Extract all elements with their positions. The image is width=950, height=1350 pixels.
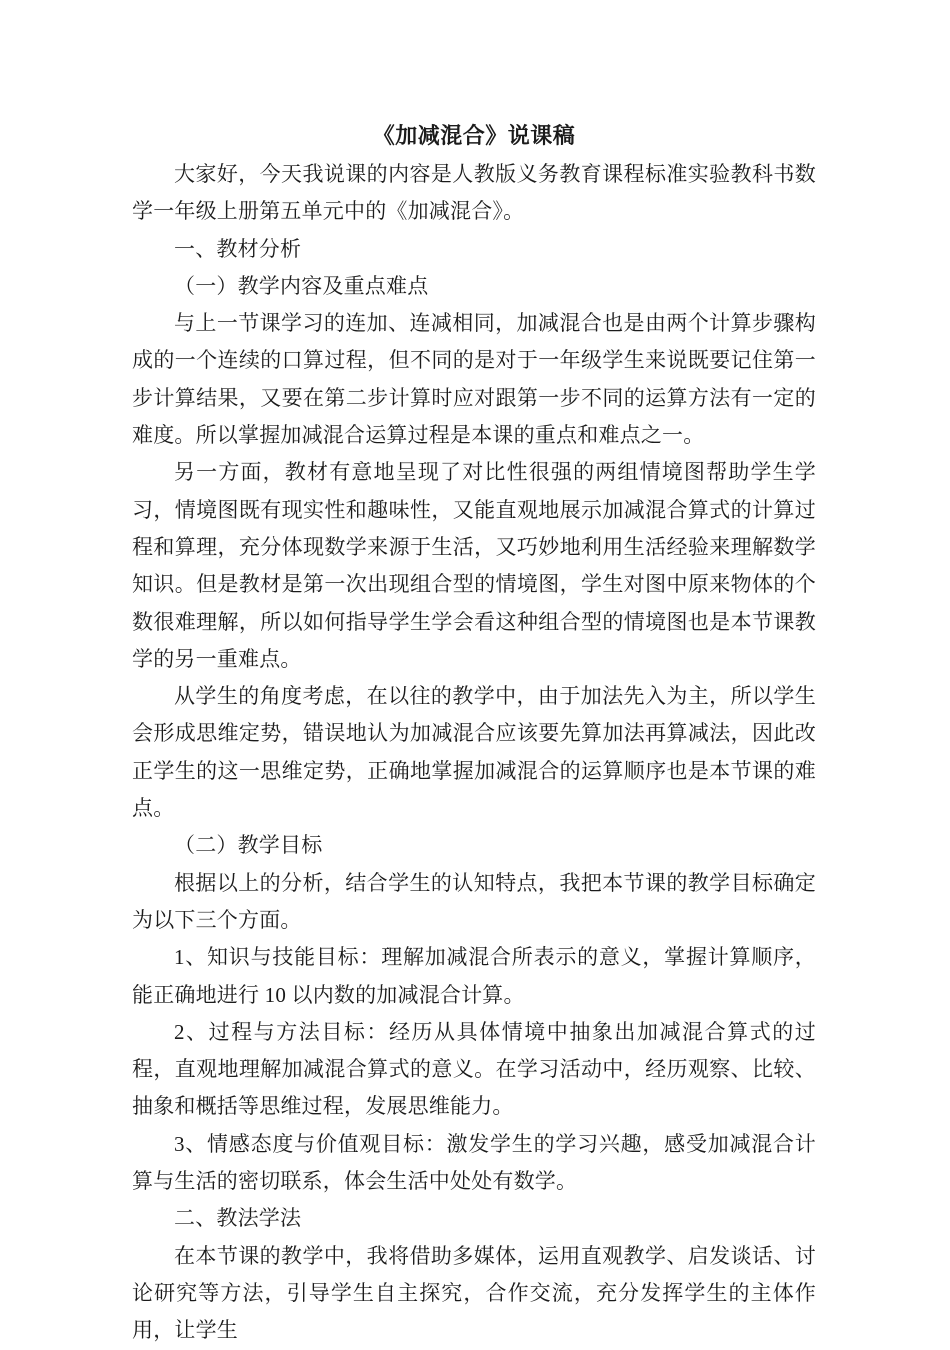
paragraph: 另一方面，教材有意地呈现了对比性很强的两组情境图帮助学生学习，情境图既有现实性和趣味性，又能直观地展示加减混合算式的计算过程和算理，充分体现数学来源于生活，又巧妙地利用生活经验来理解数学知识。但是教材是第一次出现组合型的情境图，学生对图中原来物体的个数很难理解，所以如何指导学生学会看这种组合型的情境图也是本节课教学的另一重难点。 (132, 460, 816, 671)
paragraph: 2、过程与方法目标：经历从具体情境中抽象出加减混合算式的过程，直观地理解加减混合算式的意义。在学习活动中，经历观察、比较、抽象和概括等思维过程，发展思维能力。 (132, 1019, 816, 1119)
paragraph: （二）教学目标 (174, 833, 323, 858)
paragraph: （一）教学内容及重点难点 (174, 273, 429, 298)
paragraph: 在本节课的教学中，我将借助多媒体，运用直观教学、启发谈话、讨论研究等方法，引导学生自主探究，合作交流，充分发挥学生的主体作用，让学生 (132, 1243, 816, 1343)
paragraph: 1、知识与技能目标：理解加减混合所表示的意义，掌握计算顺序，能正确地进行 10 以内数的加减混合计算。 (132, 945, 816, 1007)
document-title: 《加减混合》说课稿 (372, 123, 576, 148)
paragraph: 与上一节课学习的连加、连减相同，加减混合也是由两个计算步骤构成的一个连续的口算过程，但不同的是对于一年级学生来说既要记住第一步计算结果，又要在第二步计算时应对跟第一步不同的运算方法有一定的难度。所以掌握加减混合运算过程是本课的重点和难点之一。 (132, 311, 816, 448)
paragraph: 根据以上的分析，结合学生的认知特点，我把本节课的教学目标确定为以下三个方面。 (132, 870, 816, 932)
paragraph: 3、情感态度与价值观目标：激发学生的学习兴趣，感受加减混合计算与生活的密切联系，体会生活中处处有数学。 (132, 1131, 816, 1194)
document-body (132, 156, 816, 1350)
paragraph: 大家好，今天我说课的内容是人教版义务教育课程标准实验教科书数学一年级上册第五单元中的《加减混合》。 (132, 162, 816, 224)
paragraph: 一、教材分析 (174, 236, 302, 261)
paragraph: 二、教法学法 (174, 1206, 302, 1231)
paragraph: 从学生的角度考虑，在以往的教学中，由于加法先入为主，所以学生会形成思维定势，错误地认为加减混合应该要先算加法再算减法，因此改正学生的这一思维定势，正确地掌握加减混合的运算顺序也是本节课的难点。 (132, 684, 816, 821)
